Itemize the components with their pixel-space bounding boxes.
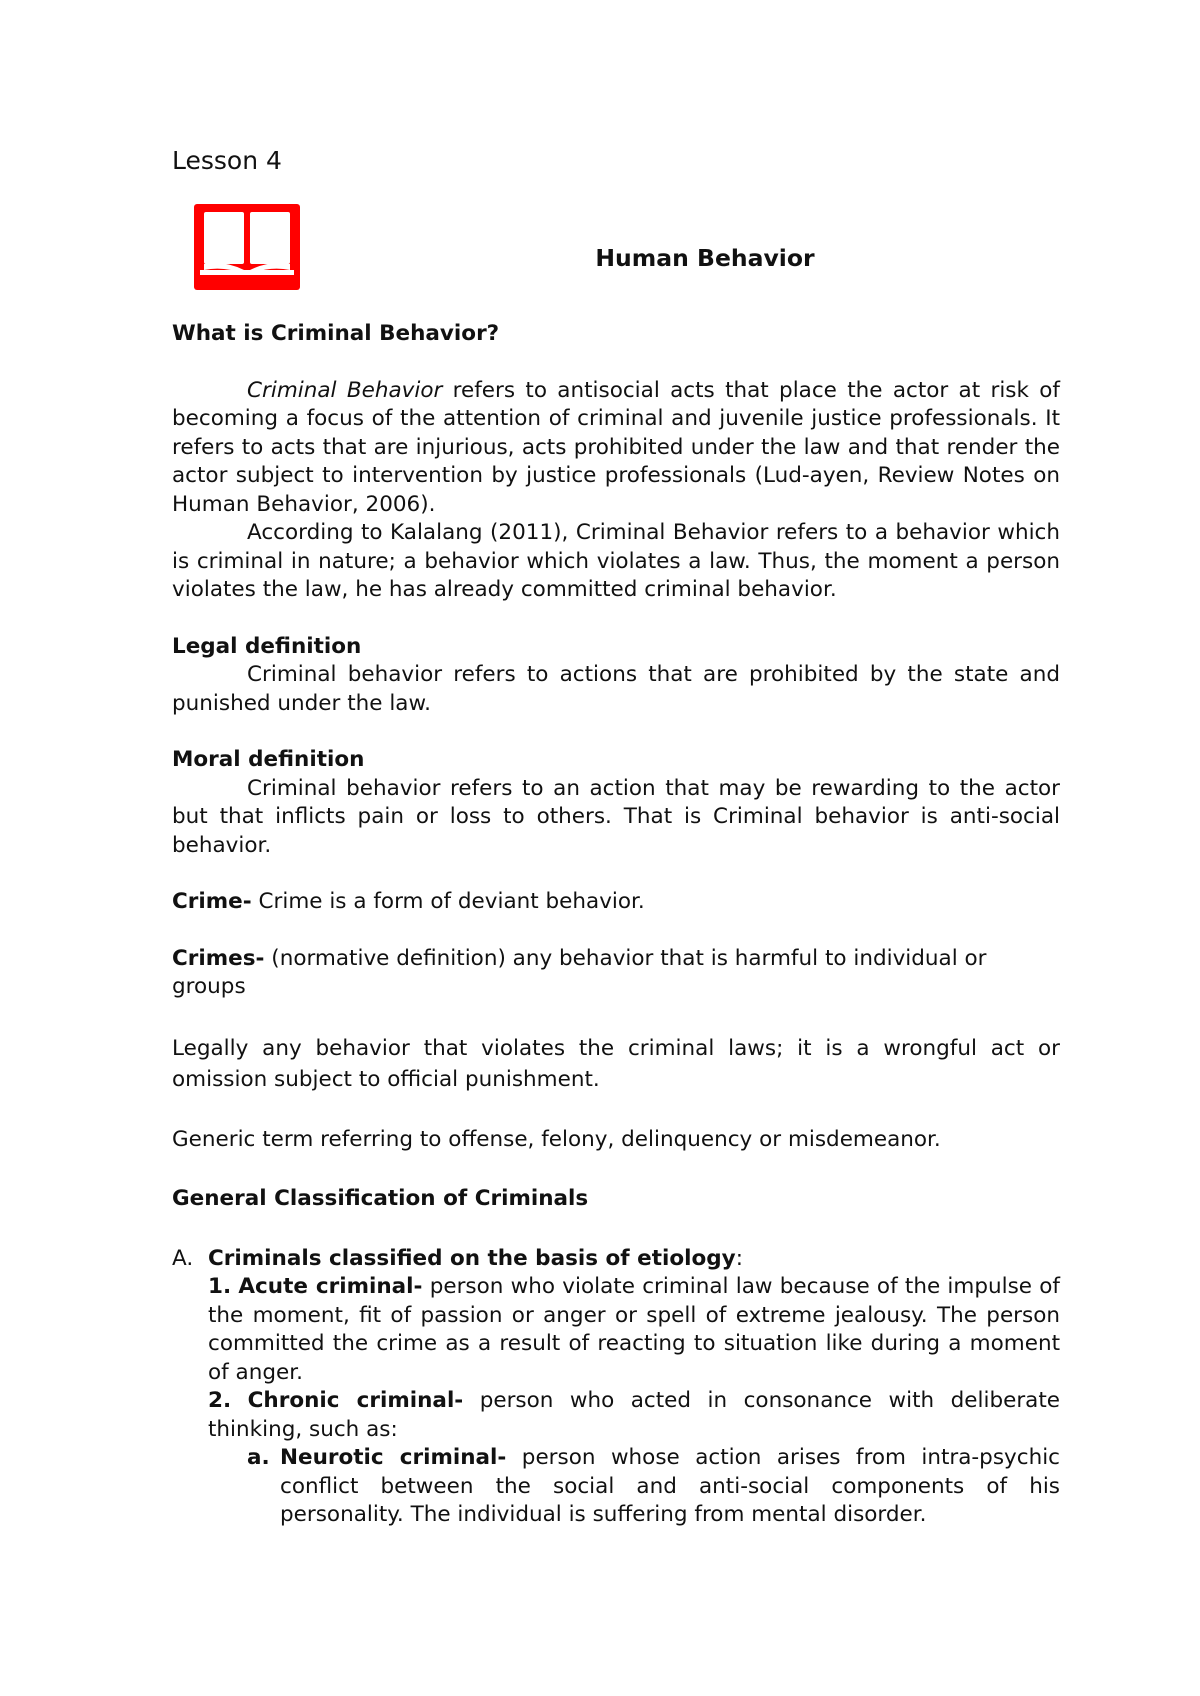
criminal-behavior-text-1: refers to antisocial acts that place the actor at risk of becoming a focus of the attention of criminal and juvenile justice professionals. It refers to acts that are injurious, acts prohibited under the law and that render the actor subject to intervention by justice professionals (Lud-ayen, Review Notes on Human Behavior, 2006). xyxy=(172,377,1060,517)
item2-term: Chronic criminal- xyxy=(247,1388,464,1413)
list-item-acute xyxy=(172,1273,1060,1387)
legal-definition-heading: Legal definition xyxy=(172,633,362,659)
crime-term: Crime- xyxy=(172,889,252,914)
lesson-label: Lesson 4 xyxy=(172,146,282,175)
item2-text: person who acted in consonance with deliberate thinking, such as: xyxy=(208,1388,1060,1442)
item1-number: 1. xyxy=(208,1274,232,1299)
crimes-term: Crimes- xyxy=(172,945,265,971)
moral-definition-heading: Moral definition xyxy=(172,747,365,772)
criminal-behavior-paragraph-2: According to Kalalang (2011), Criminal Behavior refers to a behavior which is criminal in nature; a behavior which violates a law. Thus, the moment a person violates the law, he has already committed criminal behavior. xyxy=(172,520,1060,602)
criminal-behavior-term: Criminal Behavior xyxy=(247,377,443,403)
crimes-definition xyxy=(172,945,1060,1002)
page-title: Human Behavior xyxy=(595,244,815,272)
classification-a xyxy=(172,1245,1060,1274)
open-book-icon xyxy=(192,204,302,290)
sub-marker-a: a. xyxy=(247,1445,270,1470)
sub-a-term: Neurotic criminal- xyxy=(280,1445,507,1470)
moral-definition-text: Criminal behavior refers to an action that may be rewarding to the actor but that inflicts pain or loss to others. That is Criminal behavior is anti-social behavior. xyxy=(172,775,1060,858)
crimes-text: (normative definition) any behavior that is harmful to individual or groups xyxy=(172,945,987,999)
classification-a-label: Criminals classified on the basis of etiology xyxy=(208,1245,736,1271)
legal-definition-text: Criminal behavior refers to actions that are prohibited by the state and punished under the law. xyxy=(172,662,1060,716)
document-body xyxy=(172,320,1060,1530)
crime-definition xyxy=(172,888,1060,917)
list-item-chronic xyxy=(172,1387,1060,1444)
item2-number: 2. xyxy=(208,1388,232,1413)
item1-text: person who violate criminal law because of the impulse of the moment, fit of passion or anger or spell of extreme jealousy. The person committed the crime as a result of reacting to situation like during a moment of anger. xyxy=(208,1274,1061,1385)
generic-paragraph: Generic term referring to offense, felony, delinquency or misdemeanor. xyxy=(172,1126,941,1152)
sub-a-text: person whose action arises from intra-psychic conflict between the social and anti-social components of his personality. The individual is suffering from mental disorder. xyxy=(280,1445,1060,1527)
criminal-behavior-heading: What is Criminal Behavior? xyxy=(172,321,500,346)
classification-heading: General Classification of Criminals xyxy=(172,1186,589,1211)
list-item-neurotic xyxy=(172,1444,1060,1530)
list-marker-a: A. xyxy=(172,1245,194,1271)
crime-text: Crime is a form of deviant behavior. xyxy=(251,889,645,914)
criminal-behavior-paragraph-1 xyxy=(172,377,1060,520)
item1-term: Acute criminal- xyxy=(238,1274,423,1299)
legally-paragraph: Legally any behavior that violates the criminal laws; it is a wrongful act or omission subject to official punishment. xyxy=(172,1035,1060,1092)
classification-a-colon: : xyxy=(735,1245,743,1271)
